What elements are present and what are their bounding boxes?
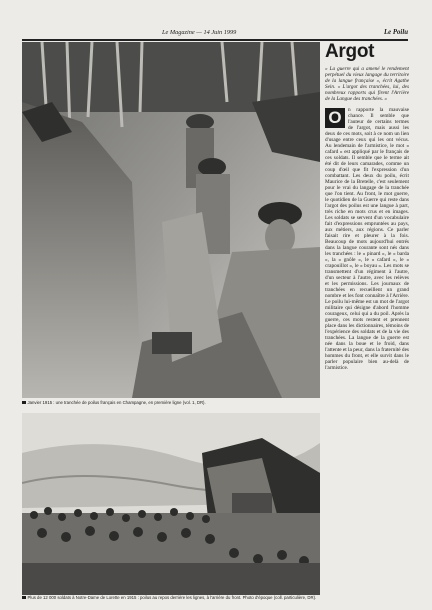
article-dropcap: O [325, 108, 345, 128]
crowd-caption-text: Plus de 12 000 soldats à Notre-Dame de Lorette en 1915 : poilus au repos derrière les lignes, à l'arrière du front. Photo d'époque (coll. particulière, DR). [27, 595, 317, 600]
crowd-photo-image [22, 413, 320, 595]
header-rule [22, 39, 408, 41]
section-label: Le Poilu [384, 29, 408, 36]
crowd-photo-caption [22, 595, 320, 600]
trench-photo [22, 42, 320, 398]
page-header [22, 27, 408, 38]
trench-caption-text: Janvier 1915 : une tranchée de poilus français en Champagne, en première ligne (vol. 1, DR). [27, 400, 206, 405]
article-column [325, 42, 409, 602]
article-standfirst: « La guerre qui a amené le rendement perpétuel du vieux langage du territoire de la langue française », écrit Agathe Sein. « L'argot des tranchées, lui, des nombreux rapports qui firent l'Arrière de la Langue des tranchées. » [325, 66, 409, 102]
crowd-photo [22, 413, 320, 595]
caption-bullet-icon [22, 596, 26, 600]
trench-photo-image [22, 42, 320, 398]
caption-bullet-icon [22, 401, 26, 405]
article-title: Argot [325, 42, 375, 62]
article-body: n rapporte la mauvaise chance. Il semble que l'auteur de certains termes de l'argot, mais aussi les deux de ces mots, soit à ce nom un lien d'usage entre ceux qui les ont vécus. Au lendemain de l'armistice, le mot « cafard » est appliqué par le français de ces soldats. Il semble que le terme ait été dit de leurs camarades, comme un coup d'œil que fit l'expression d'un combattant. Les deux du poilu, écrit Maurice de la Bretelle, c'est seulement pour le vrai du langage de la tranchée que l'on tient. Au front, le mot guerre, le quotidien de la Guerre qui reste dans l'argot des poilus est une langue à part, très riche en mots crus et en images. Les soldats se servent d'un vocabulaire fait d'expressions empruntées au pays, aux métiers, aux régions. Ce parler faisait rire et pleurer à la fois. Beaucoup de mots aujourd'hui entrés dans la langue courante sont nés dans les tranchées : le « pinard », le « barda », la « gnôle », le « cafard », le « crapouillot », le « boyau ». Les mots se transmettent d'un régiment à l'autre, d'un secteur à l'autre, avec les relèves et les permissions. Les journaux de tranchées en recueillent un grand nombre et les font connaître à l'Arrière. Le poilu lui-même est un mot de l'argot militaire qui désigne d'abord l'homme courageux, celui qui a du poil. Après la guerre, ces mots restent et prennent place dans les dictionnaires, témoins de l'expérience des soldats et de la vie des tranchées. La langue de la guerre est née dans la boue et le froid, dans l'attente et la peur, dans la fraternité des hommes du front, et elle survit dans le parler populaire bien au-delà de l'armistice. [325, 107, 409, 371]
trench-photo-caption [22, 400, 320, 405]
page-folio: Le Magazine — 14 Juin 1999 [162, 29, 237, 36]
